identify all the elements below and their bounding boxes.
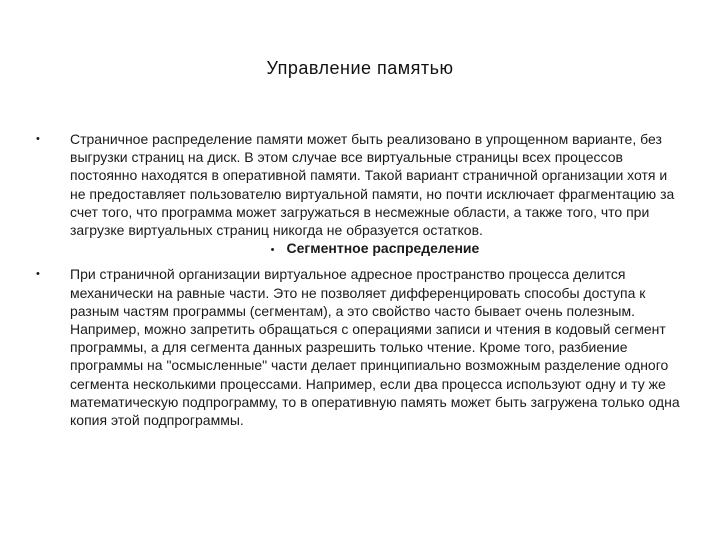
subheading-text: Сегментное распределение [286, 240, 480, 257]
bullet-icon: • [36, 268, 40, 281]
slide-title: Управление памятью [266, 58, 454, 78]
bullet-icon: • [270, 244, 275, 257]
paragraph-paging-text: Страничное распределение памяти может быть реализовано в упрощенном варианте, без выгрузки страниц на диск. В этом случае все виртуальные страницы всех процессов постоянно находятся в оперативной памяти. Такой вариант страничной организации хотя и не предоставляет пользователю виртуальной памяти, но почти исключает фрагментацию за счет того, что программа может загружаться в несмежные области, а также того, что при загрузке виртуальных страниц никогда не образуется остатков. [70, 131, 675, 239]
subheading-segment [30, 239, 680, 259]
paragraph-segmentation-text: При страничной организации виртуальное адресное пространство процесса делится механически на равные части. Это не позволяет дифференцировать способы доступа к разным частям программы (сегментам), а это свойство часто бывает очень полезным. Например, можно запретить обращаться с операциями записи и чтения в кодовый сегмент программы, а для сегмента данных разрешить только чтение. Кроме того, разбиение программы на "осмысленные" части делает принципиально возможным разделение одного сегмента несколькими процессами. Например, если два процесса используют одну и ту же математическую подпрограмму, то в оперативную память может быть загружена только одна копия этой подпрограммы. [70, 266, 680, 429]
bullet-icon: • [36, 133, 40, 145]
paragraph-paging [30, 130, 680, 239]
slide-content [30, 130, 680, 429]
paragraph-segmentation [30, 265, 680, 429]
